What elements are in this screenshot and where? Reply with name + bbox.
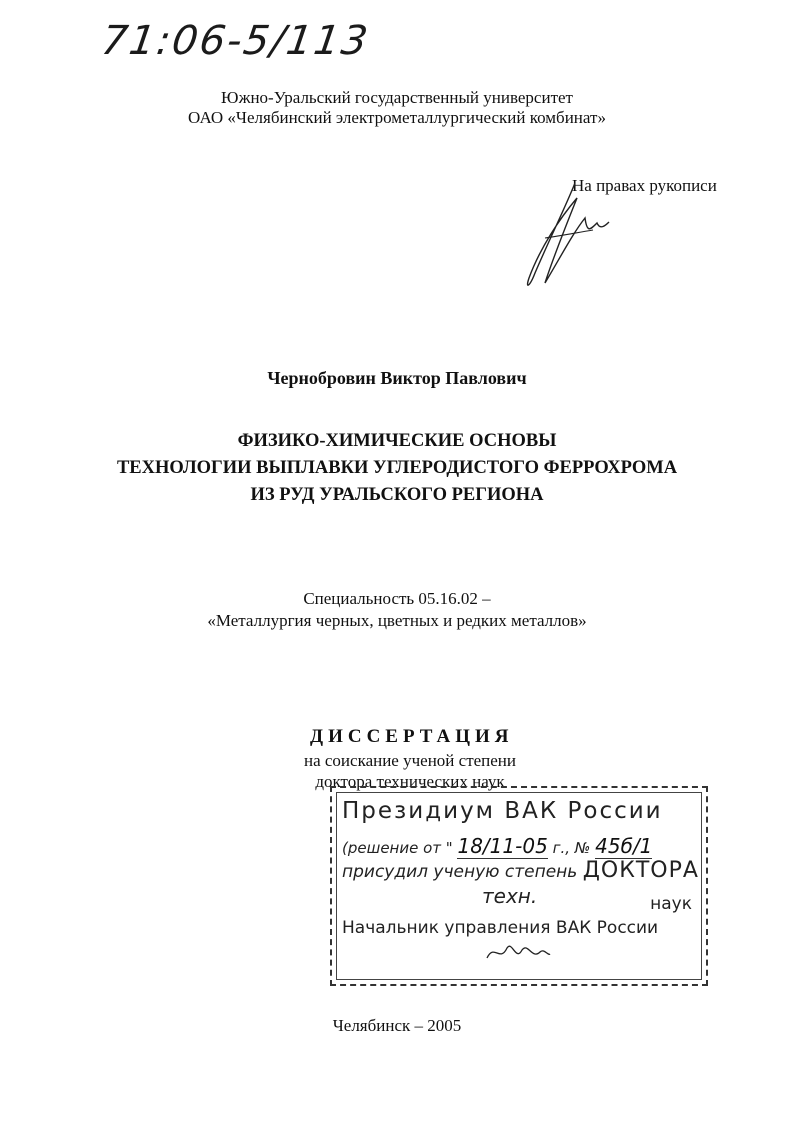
stamp-title: Президиум ВАК России <box>342 798 663 824</box>
stamp-signature <box>482 938 552 968</box>
degree-name: ДОКТОРА <box>582 858 699 883</box>
stamp-sciences: наук <box>650 894 692 914</box>
vak-stamp <box>330 786 708 986</box>
decision-date: 18/11-05 <box>457 834 548 858</box>
decision-label: (решение от " <box>342 839 453 857</box>
signature <box>505 178 615 298</box>
degree-line-1: на соискание ученой степени <box>303 751 517 770</box>
degree-line-2: доктора технических наук <box>315 772 505 791</box>
year-suffix: г., № <box>552 839 591 857</box>
handwritten-archive-number: 71:06-5/113 <box>98 18 373 64</box>
specialty-code: Специальность 05.16.02 – <box>303 589 491 608</box>
stamp-head-label: Начальник управления ВАК России <box>342 918 659 938</box>
stamp-decision <box>342 834 652 859</box>
manuscript-rights: На правах рукописи <box>572 176 717 195</box>
specialty-name: «Металлургия черных, цветных и редких металлов» <box>207 611 587 630</box>
title-line: ИЗ РУД УРАЛЬСКОГО РЕГИОНА <box>250 485 544 505</box>
dissertation-title <box>0 428 794 509</box>
awarded-label: присудил ученую степень <box>342 862 578 882</box>
title-line: ФИЗИКО-ХИМИЧЕСКИЕ ОСНОВЫ <box>237 431 557 451</box>
title-line: ТЕХНОЛОГИИ ВЫПЛАВКИ УГЛЕРОДИСТОГО ФЕРРОХРОМА <box>116 458 678 478</box>
field-handwritten: техн. <box>482 884 538 908</box>
decision-number: 45б/1 <box>595 834 653 858</box>
company-name: ОАО «Челябинский электрометаллургический комбинат» <box>188 108 606 127</box>
stamp-degree <box>342 858 699 883</box>
city-year: Челябинск – 2005 <box>332 1016 462 1035</box>
dissertation-heading: ДИССЕРТАЦИЯ <box>310 726 514 747</box>
university-name: Южно-Уральский государственный университет <box>221 88 573 107</box>
specialty <box>0 588 794 632</box>
author-name: Чернобровин Виктор Павлович <box>267 368 527 388</box>
